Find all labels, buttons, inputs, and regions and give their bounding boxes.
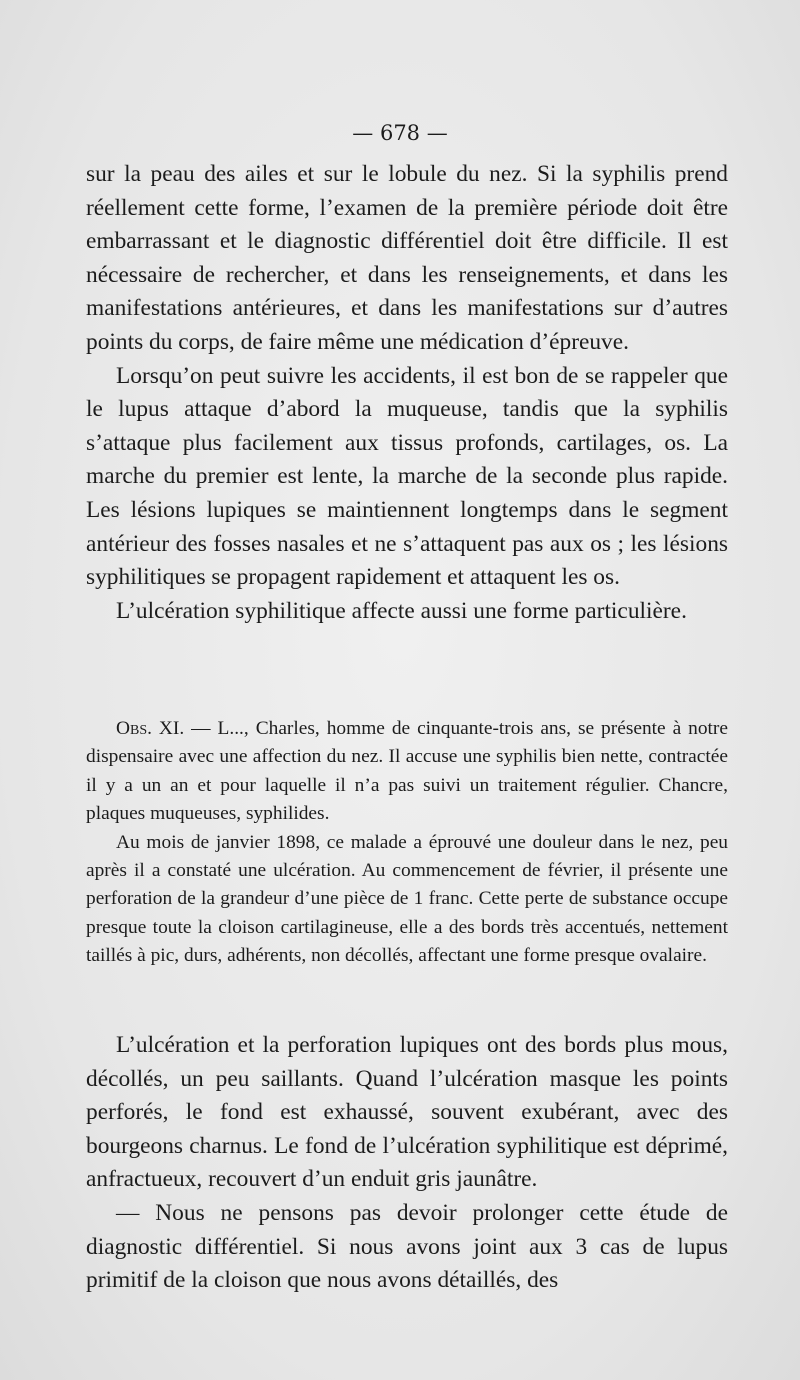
observation-paragraph-1 <box>86 715 728 829</box>
paragraph-ulceration-form: L’ulcération syphilitique affecte aussi une forme particulière. <box>116 597 687 624</box>
paragraph-intro-continuation: sur la peau des ailes et sur le lobule du nez. Si la syphilis prend réellement cette forme, l’examen de la première période doit être embarrassant et le diagnostic différentiel doit être difficile. Il est nécessaire de rechercher, et dans les renseignements, et dans les manifestations antérieures, et dans les manifestations sur d’autres points du corps, de faire même une médication d’épreuve. <box>86 161 728 355</box>
observation-label: Obs. XI. <box>116 718 185 739</box>
observation-block <box>86 715 728 971</box>
observation-paragraph-2: Au mois de janvier 1898, ce malade a éprouvé une douleur dans le nez, peu après il a constaté une ulcération. Au commencement de février, il présente une perforation de la grandeur d’une pièce de 1 franc. Cette perte de substance occupe presque toute la cloison cartilagineuse, elle a des bords très accentués, nettement taillés à pic, durs, adhérents, non décollés, affectant une forme presque ovalaire. <box>86 831 728 967</box>
main-text-lower <box>86 1029 728 1298</box>
page-number: — 678 — <box>352 121 448 145</box>
paragraph-closing: — Nous ne pensons pas devoir prolonger cette étude de diagnostic différentiel. Si nous avons joint aux 3 cas de lupus primitif de la cloison que nous avons détaillés, des <box>86 1199 728 1294</box>
observation-text-1: — L..., Charles, homme de cinquante-trois ans, se présente à notre dispensaire avec une affection du nez. Il accuse une syphilis bien nette, contractée il y a un an et pour laquelle il n’a pas suivi un traitement régulier. Chancre, plaques muqueuses, syphilides. <box>86 718 728 825</box>
paragraph-lupus-ulceration: L’ulcération et la perforation lupiques ont des bords plus mous, décollés, un peu saillants. Quand l’ulcération masque les points perforés, le fond est exhaussé, souvent exubérant, avec des bourgeons charnus. Le fond de l’ulcération syphilitique est déprimé, anfractueux, recouvert d’un enduit gris jaunâtre. <box>86 1032 728 1193</box>
paragraph-accidents: Lorsqu’on peut suivre les accidents, il est bon de se rappeler que le lupus attaque d’abord la muqueuse, tandis que la syphilis s’attaque plus facilement aux tissus profonds, cartilages, os. La marche du premier est lente, la marche de la seconde plus rapide. Les lésions lupiques se maintiennent longtemps dans le segment antérieur des fosses nasales et ne s’attaquent pas aux os ; les lésions syphilitiques se propagent rapidement et attaquent les os. <box>86 362 728 591</box>
main-text-upper <box>86 158 728 628</box>
